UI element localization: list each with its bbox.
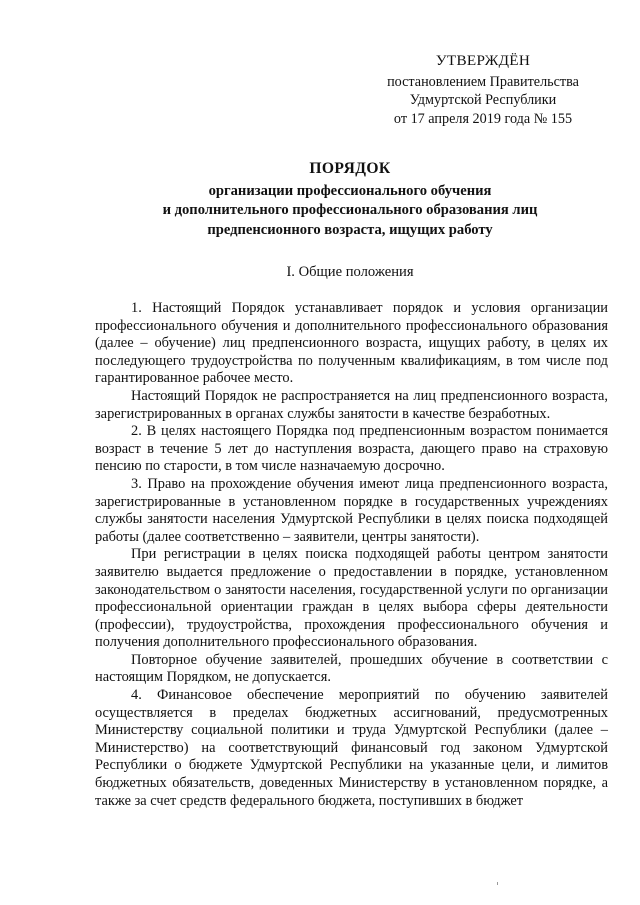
paragraph: 3. Право на прохождение обучения имеют лица предпенсионного возраста, зарегистрированные в установленном порядке в государственных учреждениях службы занятости населения Удмуртской Республики в целях поиска подходящей работы (далее соответственно – заявители, центры занятости). xyxy=(95,475,608,545)
title-line-3: предпенсионного возраста, ищущих работу xyxy=(207,221,493,238)
approval-line-3: от 17 апреля 2019 года № 155 xyxy=(393,110,573,127)
approval-line-2: Удмуртской Республики xyxy=(409,92,557,108)
paragraph: 1. Настоящий Порядок устанавливает порядок и условия организации профессионального обучения и дополнительного профессионального образования (далее – обучение) лиц предпенсионного возраста, ищущих работу, в целях их последующего трудоустройства по полученным квалификациям, в том числе под гарантированное рабочее место. xyxy=(95,300,608,387)
document-title xyxy=(95,159,605,240)
paragraph: Повторное обучение заявителей, прошедших обучение в соответствии с настоящим Порядком, не допускается. xyxy=(95,651,608,686)
approval-stamp xyxy=(368,52,598,128)
approval-line-1: постановлением Правительства xyxy=(387,73,579,90)
document-body xyxy=(95,300,608,810)
paragraph: Настоящий Порядок не распространяется на лиц предпенсионного возраста, зарегистрированных в органах службы занятости в качестве безработных. xyxy=(95,387,608,422)
title-line-1: организации профессионального обучения xyxy=(208,182,492,199)
approval-heading: УТВЕРЖДЁН xyxy=(435,52,531,69)
title-line-2: и дополнительного профессионального образования лиц xyxy=(162,202,538,218)
scan-mark xyxy=(497,882,498,885)
section-heading: I. Общие положения xyxy=(286,264,414,280)
title-main: ПОРЯДОК xyxy=(309,160,391,177)
paragraph: При регистрации в целях поиска подходящей работы центром занятости заявителю выдается предложение о предоставлении в порядке, установленном законодательством о занятости населения, государственной услуги по организации профессиональной ориентации граждан в целях выбора сферы деятельности (профессии), трудоустройства, прохождения профессионального обучения и получения дополнительного профессионального образования. xyxy=(95,546,608,651)
paragraph: 4. Финансовое обеспечение мероприятий по обучению заявителей осуществляется в пределах бюджетных ассигнований, предусмотренных Министерству социальной политики и труда Удмуртской Республики (далее – Министерство) на соответствующий финансовый год законом Удмуртской Республики о бюджете Удмуртской Республики на указанные цели, и лимитов бюджетных обязательств, доведенных Министерству в установленном порядке, а также за счет средств федерального бюджета, поступивших в бюджет xyxy=(95,687,608,809)
paragraph: 2. В целях настоящего Порядка под предпенсионным возрастом понимается возраст в течение 5 лет до наступления возраста, дающего право на страховую пенсию по старости, в том числе назначаемую досрочно. xyxy=(95,423,608,475)
